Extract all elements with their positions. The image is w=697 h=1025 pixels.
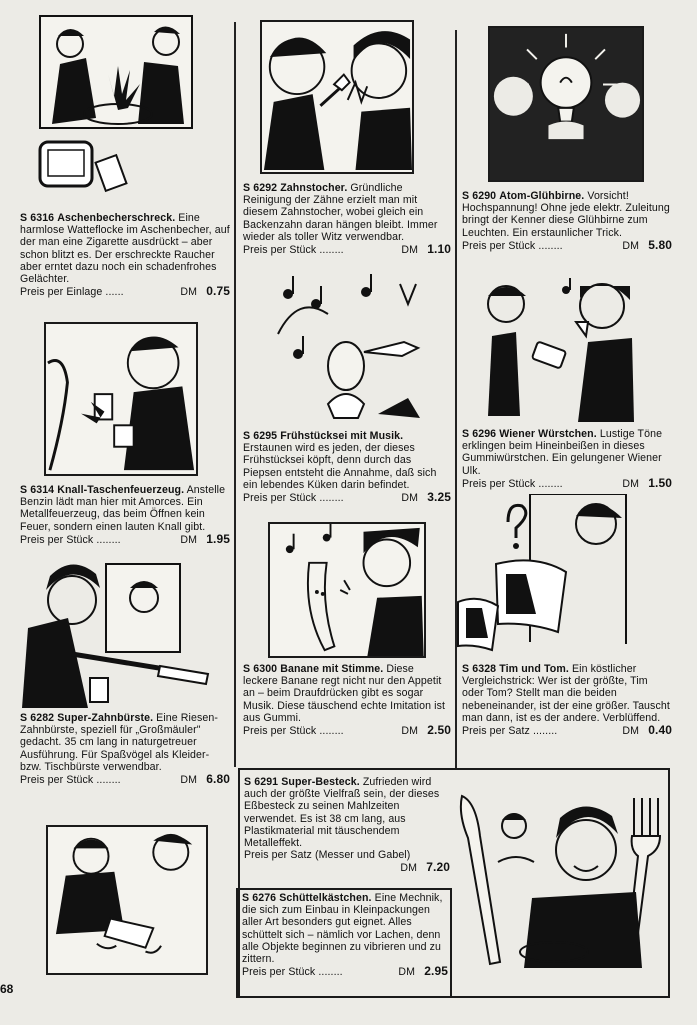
- product-code: S 6314: [20, 484, 55, 496]
- product-s6276: [242, 892, 448, 978]
- illustration-toothpick: [260, 20, 414, 174]
- product-description: Erstaunen wird es jeden, der dieses Frühstücksei köpft, denn durch das Piepsen entsteht die Annahme, daß sich ein lebendes Küken darin befindet.: [243, 442, 437, 491]
- price-label: Preis per Satz ........: [462, 725, 558, 738]
- product-name: Atom-Glühbirne.: [499, 190, 585, 202]
- product-description: Zufrieden wird auch der größte Vielfraß sein, der dieses Eßbesteck zu seinen Mahlzeiten verwendet. Es ist 38 cm lang, aus Plastikmaterial mit täuschendem Metalleffekt.: [244, 776, 440, 850]
- product-code: S 6291: [244, 776, 279, 788]
- price-amount: 2.50: [427, 723, 451, 738]
- product-description: Eine harmlose Watteflocke im Aschenbecher, auf der man eine Zigarette ausdrückt – aber schon blitzt es. Der erschreckte Raucher aber erntet dazu noch ein schadenfrohes Gelächter.: [20, 212, 230, 286]
- product-price-line: [20, 533, 230, 546]
- product-name: Knall-Taschenfeuerzeug.: [57, 484, 185, 496]
- illustration-giant-toothbrush: [20, 562, 216, 708]
- price-amount: 5.80: [648, 237, 672, 252]
- price-label: Preis per Stück ........: [243, 492, 344, 505]
- product-price-line: [20, 773, 230, 786]
- price-amount: 0.40: [648, 723, 672, 738]
- product-price-line: [243, 243, 451, 256]
- price-label: Preis per Stück ........: [462, 477, 563, 490]
- product-description: Lustige Töne erklingen beim Hineinbeißen in dieses Gummiwürstchen. Ein gelungener Wiener Ulk.: [462, 428, 663, 477]
- product-name: Aschenbecherschreck.: [57, 212, 176, 224]
- product-code: S 6295: [243, 430, 278, 442]
- product-s6292: [243, 182, 451, 256]
- product-s6328: [462, 663, 672, 737]
- price-currency: DM: [401, 725, 419, 738]
- price-currency: DM: [180, 774, 198, 787]
- product-s6291: [244, 776, 450, 875]
- price-amount: 7.20: [426, 860, 450, 875]
- illustration-tim-and-tom: [456, 494, 630, 658]
- price-amount: 1.50: [648, 475, 672, 490]
- illustration-ashtray-prank: [38, 14, 194, 196]
- price-label: Preis per Stück ........: [20, 533, 121, 546]
- price-label: Preis per Stück ........: [462, 239, 563, 252]
- page-number: 68: [0, 982, 14, 996]
- price-currency: DM: [180, 533, 198, 546]
- price-amount: 1.10: [427, 242, 451, 257]
- price-currency: DM: [622, 725, 640, 738]
- illustration-singing-banana: [268, 522, 426, 658]
- product-s6300: [243, 663, 451, 737]
- price-amount: 1.95: [206, 531, 230, 546]
- product-price-line: [462, 239, 672, 252]
- product-description: Diese leckere Banane regt nicht nur den Appetit an – beim Draufdrücken gibt es sogar Musik. Diese täuschend echte Imitation ist aus Gummi.: [243, 663, 446, 724]
- product-description: Gründliche Reinigung der Zähne erzielt man mit diesem Zahnstocher, wobei gleich ein Backenzahn daran hängen bleibt. Immer wieder als toller Witz verwendbar.: [243, 182, 438, 243]
- price-currency: DM: [180, 286, 198, 299]
- price-amount: 3.25: [427, 490, 451, 505]
- product-description: Eine Mechnik, die sich zum Einbau in Kleinpackungen aller Art besonders gut eignet. Alles schüttelt sich – nämlich vor Lachen, denn alle Objekte beginnen zu vibrieren und zu zittern.: [242, 892, 443, 966]
- illustration-vienna-sausage: [486, 276, 634, 422]
- price-label: Preis per Einlage ......: [20, 286, 124, 299]
- price-label: Preis per Satz (Messer und Gabel): [244, 849, 411, 862]
- product-price-line: [20, 285, 230, 298]
- product-price-line: [243, 724, 451, 737]
- product-name: Super-Besteck.: [281, 776, 360, 788]
- product-code: S 6282: [20, 712, 55, 724]
- product-s6296: [462, 428, 672, 490]
- price-currency: DM: [622, 477, 640, 490]
- price-label: Preis per Stück ........: [242, 966, 343, 979]
- price-currency: DM: [401, 244, 419, 257]
- price-label: Preis per Stück ........: [243, 244, 344, 257]
- product-s6316: [20, 212, 230, 298]
- product-code: S 6292: [243, 182, 278, 194]
- product-description: Eine Riesen-Zahnbürste, speziell für „Großmäuler" gedacht. 35 cm lang in naturgetreuer Ausführung. Für Spaßvögel als Kleider- bzw. Tischbürste verwendbar.: [20, 712, 219, 773]
- product-s6282: [20, 712, 230, 786]
- price-currency: DM: [400, 862, 418, 875]
- product-price-line: [242, 965, 448, 978]
- product-name: Banane mit Stimme.: [280, 663, 384, 675]
- product-price-line: [243, 491, 451, 504]
- price-currency: DM: [622, 239, 640, 252]
- illustration-bang-lighter: [44, 322, 198, 476]
- price-currency: DM: [401, 492, 419, 505]
- product-code: S 6300: [243, 663, 278, 675]
- illustration-atom-bulb: [488, 26, 644, 182]
- price-amount: 2.95: [424, 964, 448, 979]
- product-s6290: [462, 190, 672, 252]
- product-name: Super-Zahnbürste.: [57, 712, 154, 724]
- product-s6295: [243, 430, 451, 504]
- product-code: S 6276: [242, 892, 277, 904]
- product-s6314: [20, 484, 230, 546]
- product-code: S 6316: [20, 212, 55, 224]
- product-description: Vorsicht! Hochspannung! Ohne jede elektr. Zuleitung bringt der Kenner diese Glühbirne zum Leuchten. Ein erstaunlicher Trick.: [462, 190, 670, 239]
- product-description: Ein köstlicher Vergleichstrick: Wer ist der größte, Tim oder Tom? Stellt man die beiden nebeneinander, ist der eine größer. Tauscht man dann, ist es der andere. Verblüffend.: [462, 663, 670, 724]
- illustration-musical-egg: [268, 274, 422, 424]
- product-code: S 6290: [462, 190, 497, 202]
- illustration-shaking-box: [46, 825, 208, 975]
- price-currency: DM: [398, 966, 416, 979]
- price-amount: 0.75: [206, 284, 230, 299]
- price-label: Preis per Stück ........: [20, 774, 121, 787]
- product-name: Schüttelkästchen.: [279, 892, 372, 904]
- product-name: Frühstücksei mit Musik.: [280, 430, 404, 442]
- product-name: Zahnstocher.: [280, 182, 348, 194]
- product-name: Wiener Würstchen.: [499, 428, 597, 440]
- product-description: Anstelle Benzin lädt man hier mit Amorces. Ein Metallfeuerzeug, das beim Öffnen kein Feuer, sondern einen lauten Knall gibt.: [20, 484, 226, 533]
- product-price-line: [244, 849, 450, 874]
- product-price-line: [462, 724, 672, 737]
- illustration-super-cutlery: [458, 792, 664, 968]
- product-name: Tim und Tom.: [499, 663, 569, 675]
- product-code: S 6296: [462, 428, 497, 440]
- product-price-line: [462, 477, 672, 490]
- column-divider-left: [234, 22, 236, 767]
- price-label: Preis per Stück ........: [243, 725, 344, 738]
- price-amount: 6.80: [206, 772, 230, 787]
- product-code: S 6328: [462, 663, 497, 675]
